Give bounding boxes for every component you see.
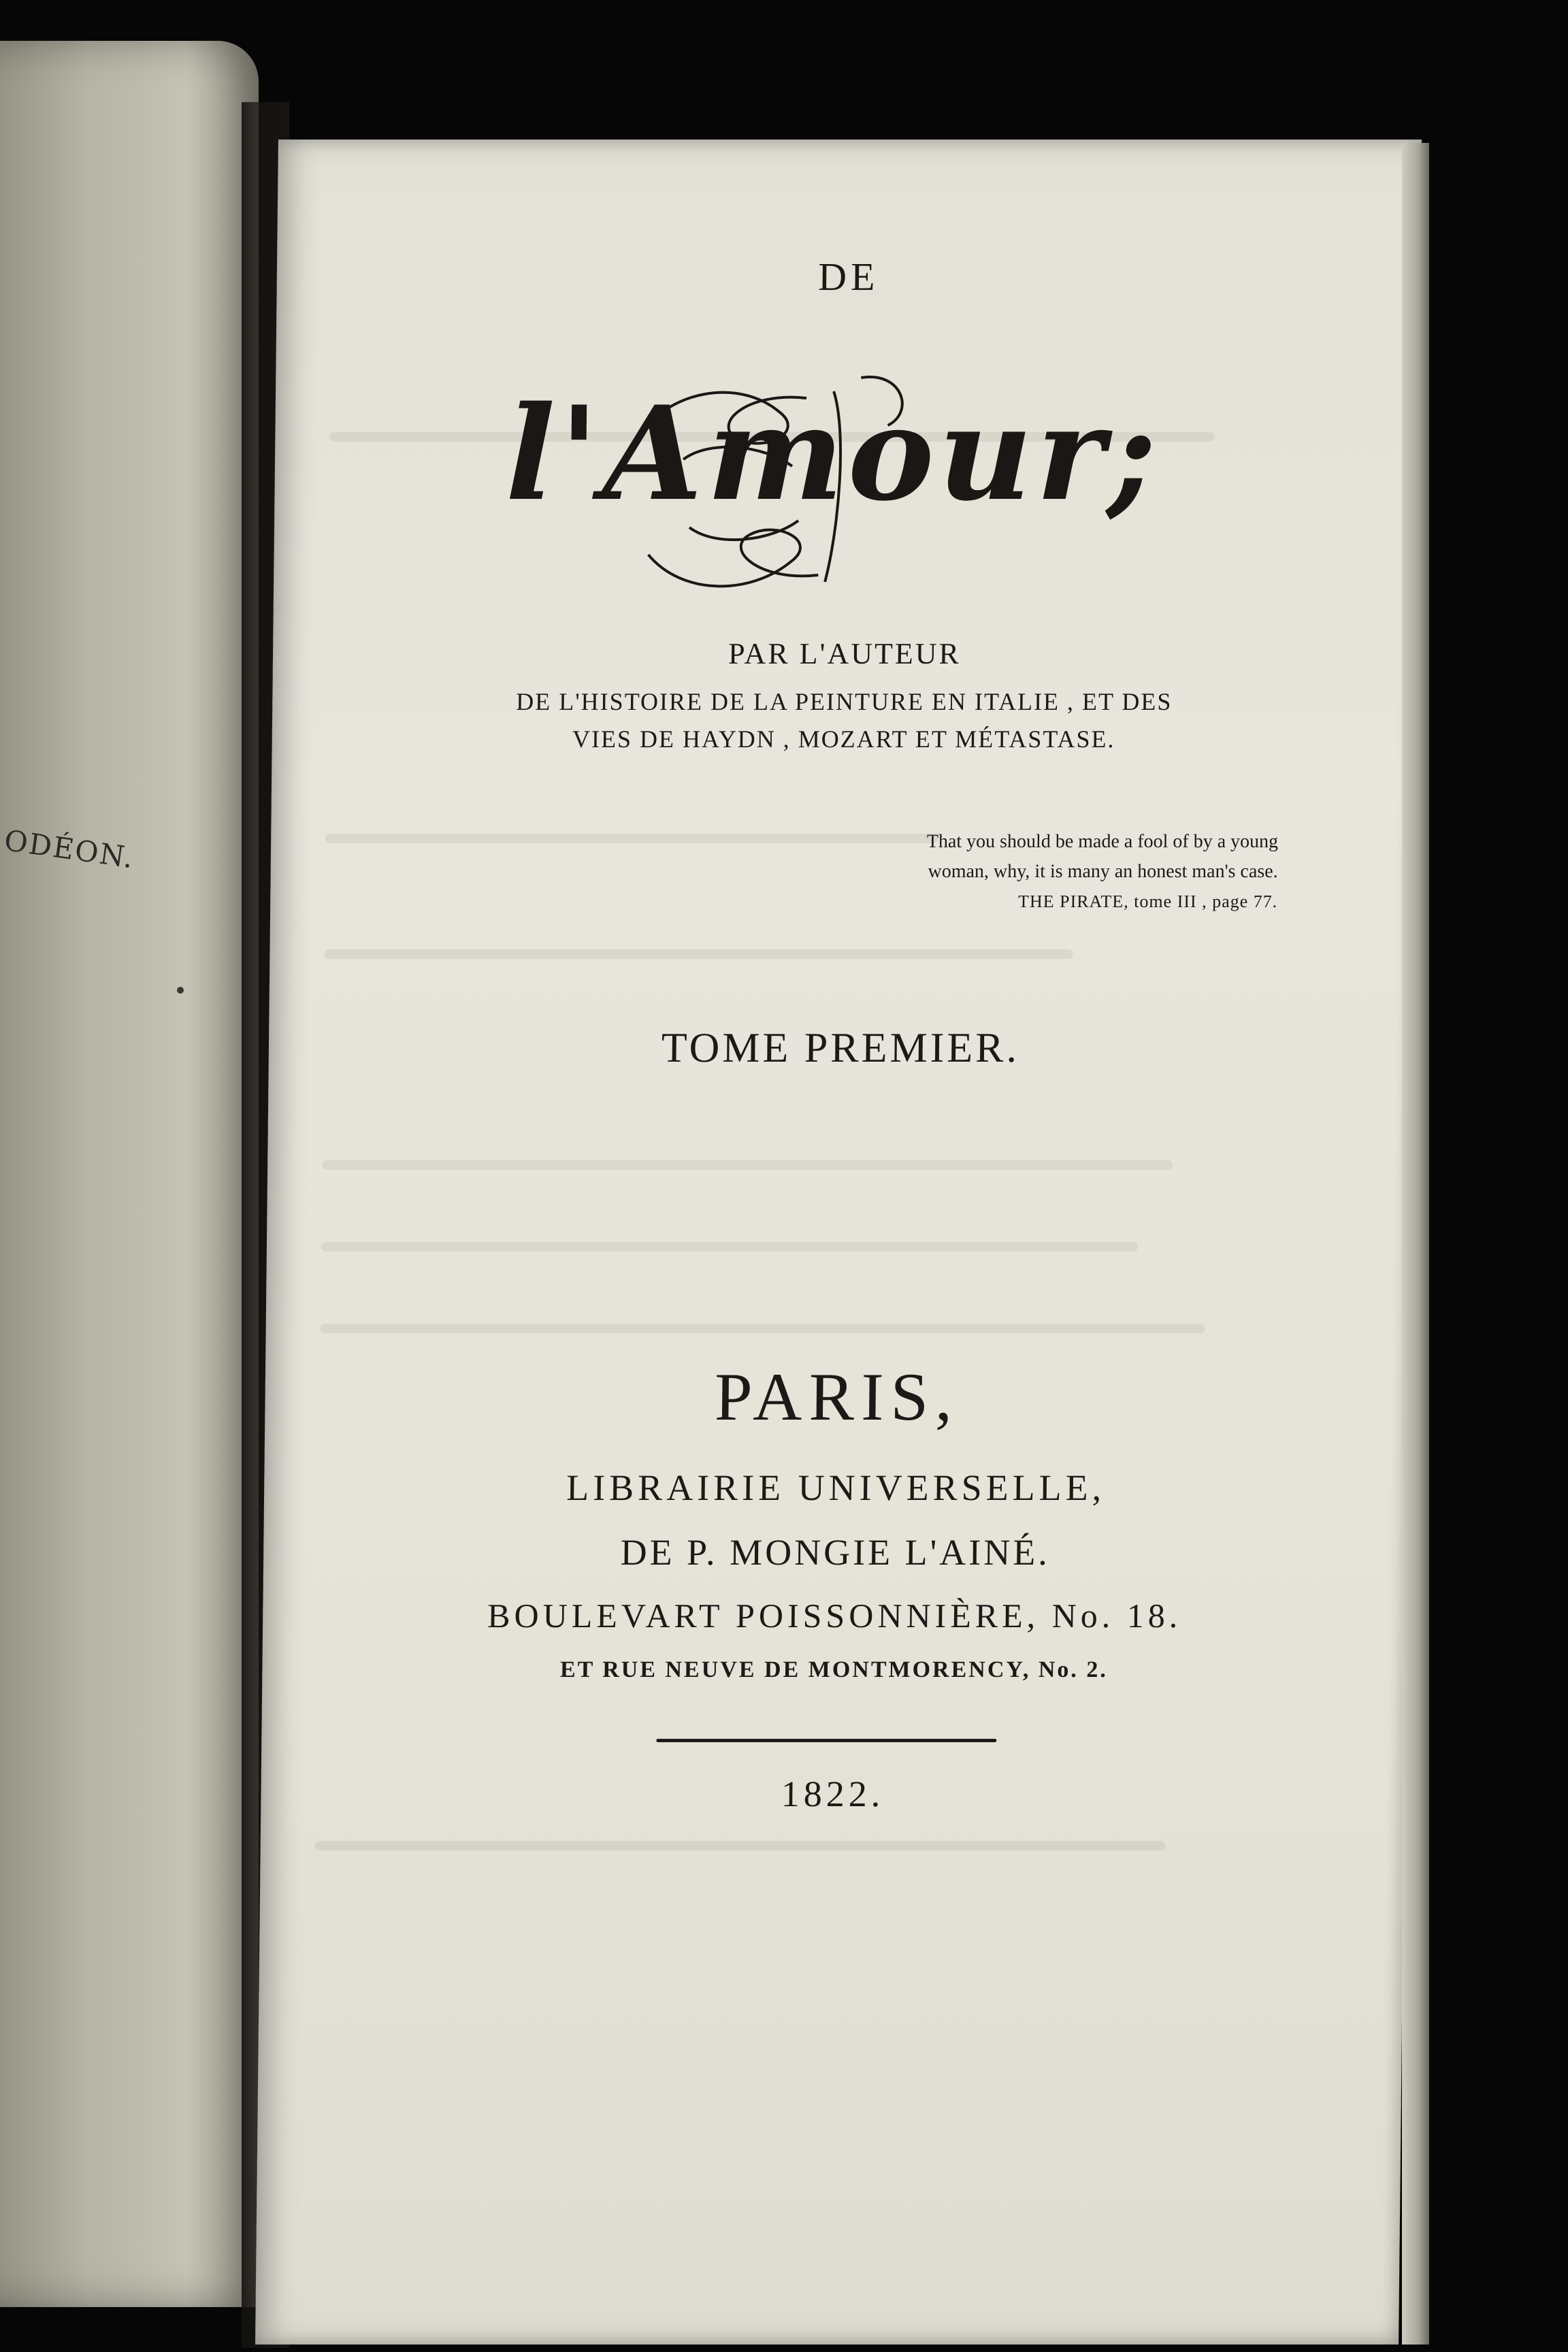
publisher-line-2: DE P. MONGIE L'AINÉ. [620,1532,1051,1573]
show-through-line [315,1841,1166,1850]
imprint-city: PARIS, [714,1359,960,1435]
title-block [423,350,1243,623]
show-through-line [322,1160,1173,1170]
page-block-edge [1402,143,1429,2345]
divider-rule [656,1739,996,1742]
show-through-line [321,1324,1205,1333]
book-title: l'Amour; [504,378,1162,529]
show-through-line [325,834,938,843]
publication-year: 1822. [781,1774,885,1814]
title-prefix: DE [817,255,879,299]
epigraph-line-2: woman, why, it is many an honest man's case. [928,861,1278,882]
address-line-2: ET RUE NEUVE DE MONTMORENCY, No. 2. [559,1657,1109,1682]
title-page [255,140,1422,2345]
ink-mark [177,987,184,994]
epigraph-source: THE PIRATE, tome III , page 77. [1017,892,1278,911]
author-line: PAR L'AUTEUR [728,637,962,670]
volume-label: TOME PREMIER. [661,1025,1020,1071]
author-works-line-2: VIES DE HAYDN , MOZART ET MÉTASTASE. [572,725,1115,753]
facing-page [0,41,259,2307]
author-works-line-1: DE L'HISTOIRE DE LA PEINTURE EN ITALIE , ET DES [516,688,1173,715]
epigraph [926,827,1279,917]
facing-page-text: ODÉON. [2,823,137,875]
address-line-1: BOULEVART POISSONNIÈRE, No. 18. [487,1597,1182,1635]
epigraph-line-1: That you should be made a fool of by a young [926,831,1279,852]
publisher-line-1: LIBRAIRIE UNIVERSELLE, [566,1467,1106,1508]
show-through-line [321,1242,1138,1252]
show-through-line [324,949,1073,959]
